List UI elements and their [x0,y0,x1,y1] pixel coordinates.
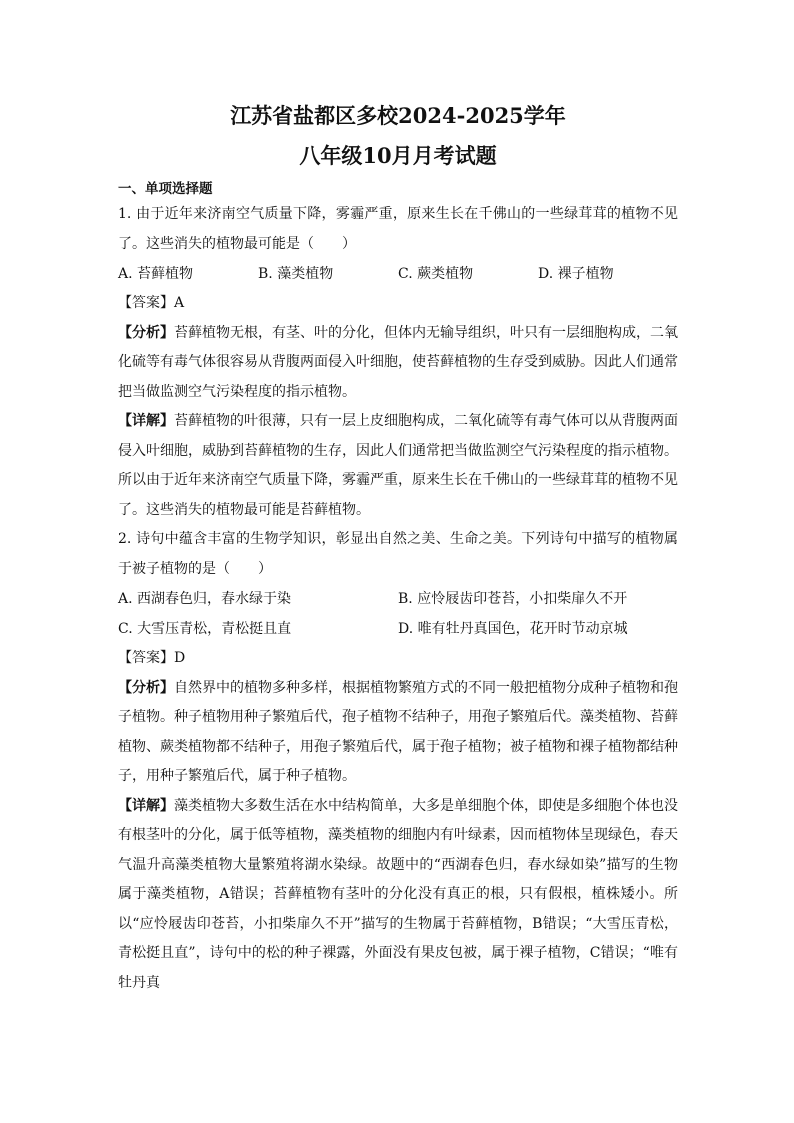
doc-title-line1: 江苏省盐都区多校2024-2025学年 [230,103,566,128]
question-2-answer: 【答案】D [118,650,186,666]
question-1-option-d: D. 裸子植物 [538,266,614,282]
question-2-option-c: C. 大雪压青松，青松挺且直 [118,621,292,637]
question-1-option-a: A. 苔藓植物 [118,266,194,282]
question-1-option-c: C. 蕨类植物 [398,266,474,282]
question-2-options [118,584,678,644]
analysis-text: 苔藓植物无根，有茎、叶的分化，但体内无输导组织，叶只有一层细胞构成，二氧化硫等有毒气体很容易从背腹两面侵入叶细胞，使苔藓植物的生存受到威胁。因此人们通常把当做监测空气污染程度的指示植物。 [118,324,678,400]
analysis-tag: 【分析】 [118,679,174,696]
question-2-analysis [118,674,678,792]
question-1-detail [118,407,678,525]
question-1-option-b: B. 藻类植物 [258,266,334,282]
question-2-stem: 2. 诗句中蕴含丰富的生物学知识，彰显出自然之美、生命之美。下列诗句中描写的植物属于被子植物的是（ ） [118,531,678,577]
question-1-answer: 【答案】A [118,295,185,311]
question-2-option-d: D. 唯有牡丹真国色，花开时节动京城 [398,621,628,637]
question-1-analysis [118,319,678,408]
question-1-stem: 1. 由于近年来济南空气质量下降，雾霾严重，原来生长在千佛山的一些绿茸茸的植物不见了。这些消失的植物最可能是（ ） [118,206,678,252]
analysis-text: 自然界中的植物多种多样，根据植物繁殖方式的不同一般把植物分成种子植物和孢子植物。种子植物用种子繁殖后代，孢子植物不结种子，用孢子繁殖后代。藻类植物、苔藓植物、蕨类植物都不结种子，用孢子繁殖后代，属于孢子植物；被子植物和裸子植物都结种子，用种子繁殖后代，属于种子植物。 [118,679,678,784]
section-heading: 一、单项选择题 [118,181,213,197]
detail-text: 苔藓植物的叶很薄，只有一层上皮细胞构成，二氧化硫等有毒气体可以从背腹两面侵入叶细胞，威胁到苔藓植物的生存，因此人们通常把当做监测空气污染程度的指示植物。所以由于近年来济南空气质量下降，雾霾严重，原来生长在千佛山的一些绿茸茸的植物不见了。这些消失的植物最可能是苔藓植物。 [118,413,678,518]
doc-title-line2: 八年级10月月考试题 [299,143,497,168]
question-1-options [118,259,678,289]
detail-tag: 【详解】 [118,797,174,814]
detail-text: 藻类植物大多数生活在水中结构简单，大多是单细胞个体，即使是多细胞个体也没有根茎叶的分化，属于低等植物，藻类植物的细胞内有叶绿素，因而植物体呈现绿色，春天气温升高藻类植物大量繁殖将湖水染绿。故题中的“西湖春色归，春水绿如染”描写的生物属于藻类植物，A错误；苔藓植物有茎叶的分化没有真正的根，只有假根，植株矮小。所以“应怜屐齿印苍苔，小扣柴扉久不开”描写的生物属于苔藓植物，B错误；“大雪压青松，青松挺且直”，诗句中的松的种子裸露，外面没有果皮包被，属于裸子植物，C错误；“唯有牡丹真 [118,797,678,991]
question-2-option-b: B. 应怜屐齿印苍苔，小扣柴扉久不开 [398,591,628,607]
detail-tag: 【详解】 [118,413,174,429]
document-page [118,96,678,998]
question-2-detail [118,792,678,999]
question-2-option-a: A. 西湖春色归，春水绿于染 [118,591,292,607]
analysis-tag: 【分析】 [118,324,174,341]
